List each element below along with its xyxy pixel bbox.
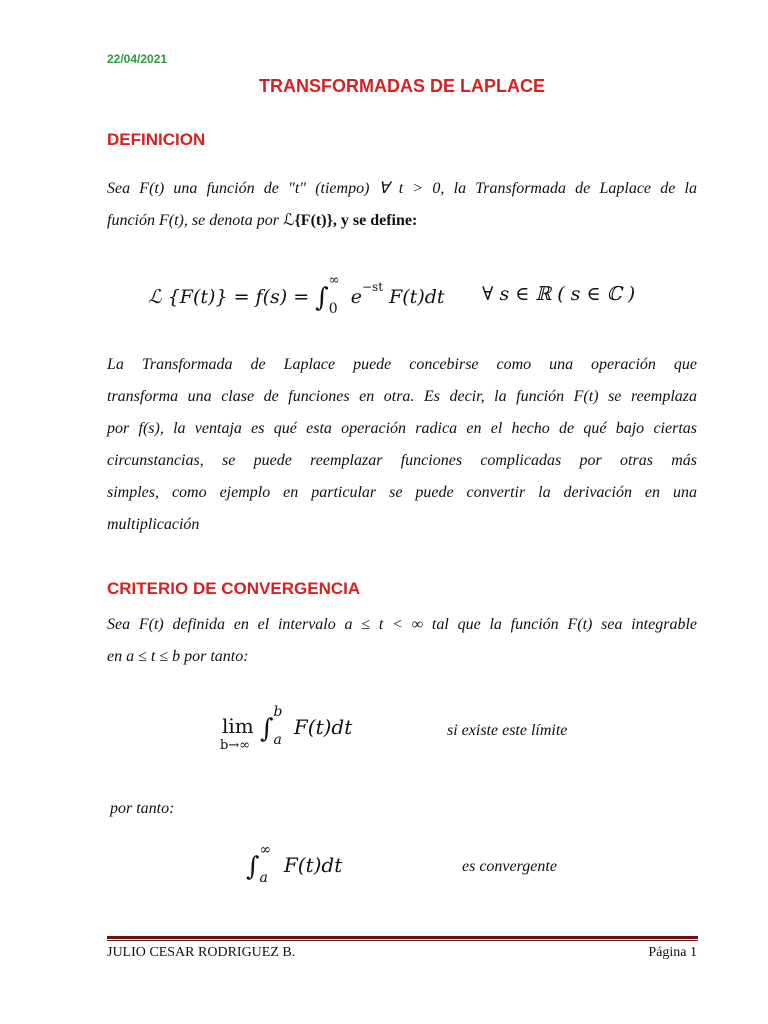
improper-note: es convergente xyxy=(462,858,557,875)
limit-word: lim xyxy=(222,714,254,738)
document-title: TRANSFORMADAS DE LAPLACE xyxy=(259,76,545,96)
limit-formula xyxy=(220,704,353,753)
formula-int-lower: 0 xyxy=(328,301,338,317)
improper-int-lower: a xyxy=(259,870,268,886)
definition-paragraph-line-4: circunstancias, se puede reemplazar funciones complicadas por otras más xyxy=(107,452,697,469)
definition-paragraph-line-3: por f(s), la ventaja es qué esta operación radica en el hecho de qué bajo ciertas xyxy=(107,420,697,437)
footer-rule-thick xyxy=(107,936,698,939)
formula-int-upper: ∞ xyxy=(328,273,340,288)
laplace-symbol: ℒ xyxy=(282,212,295,229)
formula-integrand: e xyxy=(350,286,362,308)
formula-lhs: ℒ {F(t)} = f(s) = xyxy=(148,286,316,308)
improper-integral-sign: ∫ xyxy=(246,852,260,882)
limit-integral-limits xyxy=(273,704,288,748)
footer-rule-thin xyxy=(107,940,698,941)
limit-integral-sign: ∫ xyxy=(260,714,274,744)
limit-operator xyxy=(220,714,260,753)
por-tanto-label: por tanto: xyxy=(110,800,175,817)
definition-paragraph-line-5: simples, como ejemplo en particular se puede convertir la derivación en una xyxy=(107,484,697,501)
formula-exponent: −st xyxy=(362,280,384,294)
definition-paragraph-line-1: La Transformada de Laplace puede concebirse como una operación que xyxy=(107,356,697,373)
laplace-definition-formula xyxy=(148,273,445,317)
convergence-intro xyxy=(107,609,697,673)
formula-rest: F(t)dt xyxy=(383,286,445,308)
limit-integrand: F(t)dt xyxy=(293,715,353,739)
formula-domain: ∀ s ∈ ℝ ( s ∈ ℂ ) xyxy=(482,283,636,305)
limit-subscript: b→∞ xyxy=(220,738,251,753)
limit-int-upper: b xyxy=(273,704,283,720)
limit-note: si existe este límite xyxy=(447,722,568,739)
integral-sign: ∫ xyxy=(315,283,329,313)
definition-intro-line-2-text: función F(t), se denota por xyxy=(107,212,283,229)
definition-intro-line-2 xyxy=(107,205,697,237)
limit-int-lower: a xyxy=(273,732,282,748)
footer-author: JULIO CESAR RODRIGUEZ B. xyxy=(107,945,296,960)
improper-integral-limits xyxy=(259,842,278,886)
improper-int-upper: ∞ xyxy=(259,842,272,858)
definition-heading: DEFINICION xyxy=(107,130,206,149)
footer-page-number: Página 1 xyxy=(648,945,697,960)
definition-paragraph xyxy=(107,349,697,541)
document-date: 22/04/2021 xyxy=(107,52,168,66)
integral-limits xyxy=(328,273,345,317)
definition-intro xyxy=(107,173,697,237)
convergence-intro-line-1: Sea F(t) definida en el intervalo a ≤ t < ∞ tal que la función F(t) sea integrable xyxy=(107,616,697,633)
convergence-intro-line-2: en a ≤ t ≤ b por tanto: xyxy=(107,648,249,665)
convergence-heading: CRITERIO DE CONVERGENCIA xyxy=(107,579,361,598)
definition-intro-line-1: Sea F(t) una función de "t" (tiempo) ∀ t > 0, la Transformada de Laplace de la xyxy=(107,180,697,197)
definition-paragraph-line-6: multiplicación xyxy=(107,516,200,533)
definition-paragraph-line-2: transforma una clase de funciones en otra. Es decir, la función F(t) se reemplaza xyxy=(107,388,697,405)
improper-integral-formula xyxy=(246,842,343,886)
improper-integrand: F(t)dt xyxy=(283,853,343,877)
definition-intro-line-2-bold: {F(t)}, y se define: xyxy=(294,212,418,229)
